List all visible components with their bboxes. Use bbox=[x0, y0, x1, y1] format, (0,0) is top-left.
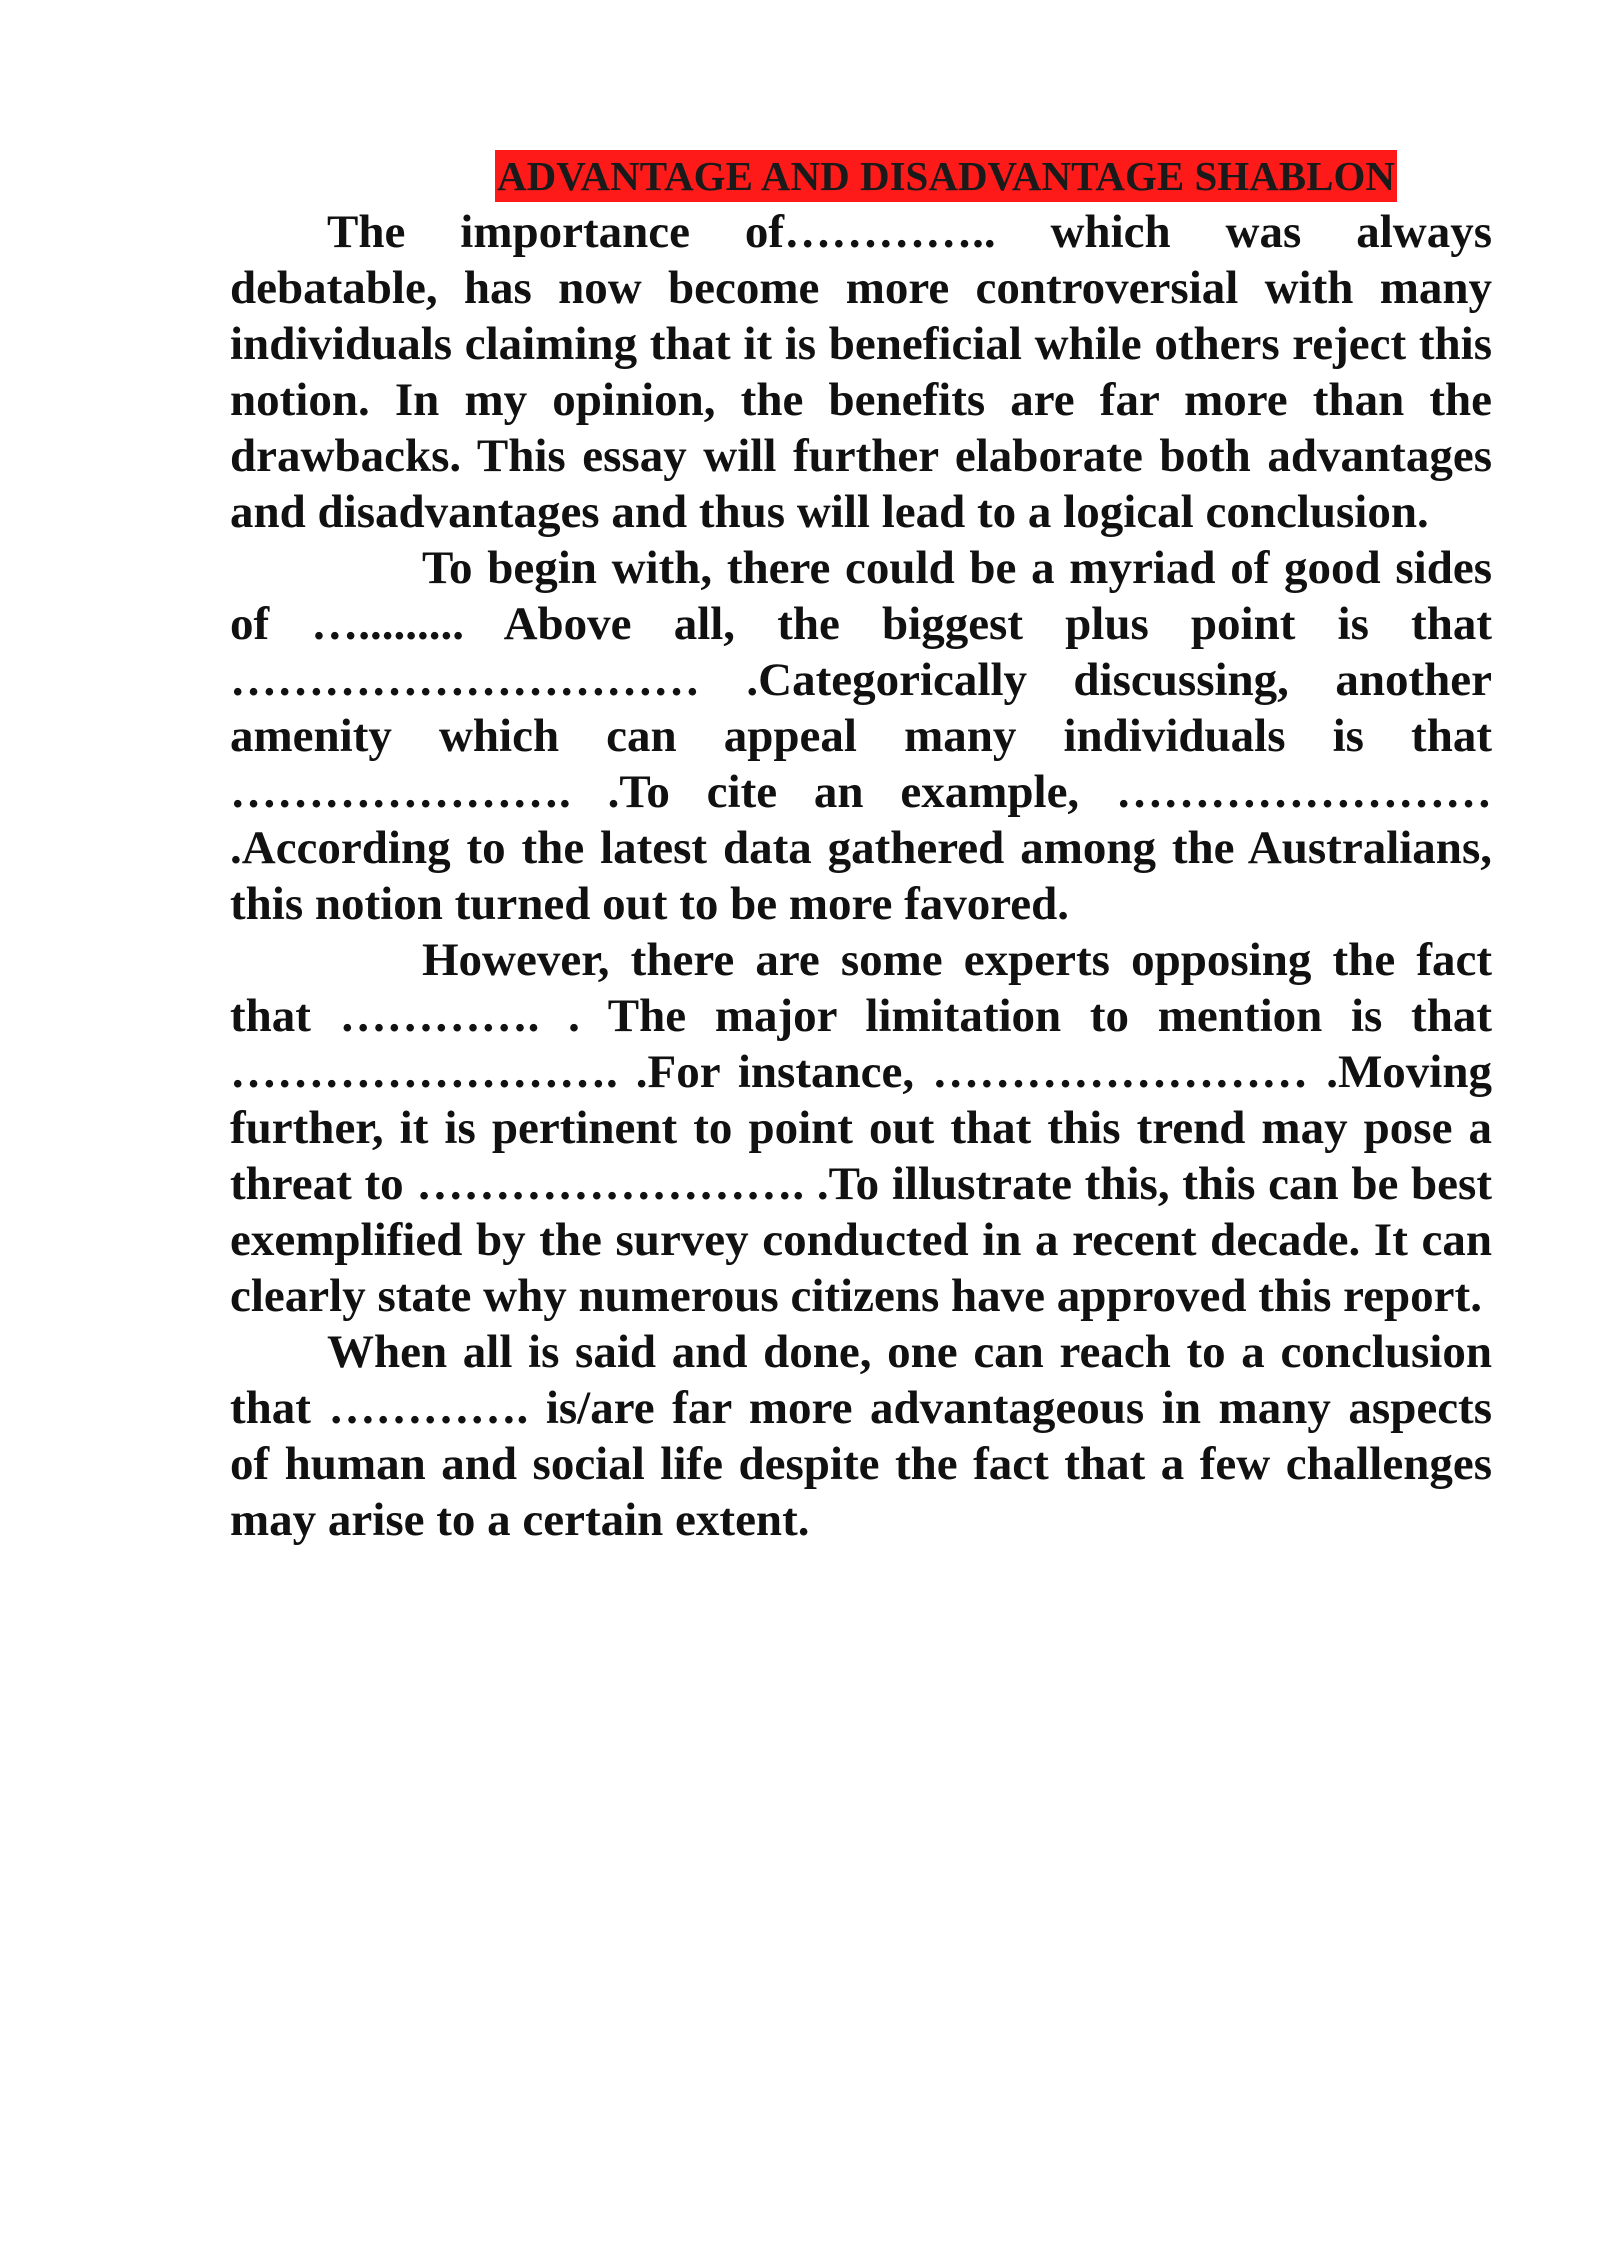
document-title: ADVANTAGE AND DISADVANTAGE SHABLON bbox=[495, 150, 1397, 202]
title-row bbox=[230, 150, 1492, 202]
document-page bbox=[230, 150, 1492, 1548]
paragraph-introduction: The importance of………….. which was always debatable, has now become more controversial with many individuals claiming that it is beneficial while others reject this notion. In my opinion, the benefits are far more than the drawbacks. This essay will further elaborate both advantages and disadvantages and thus will lead to a logical conclusion. bbox=[230, 206, 1492, 538]
paragraph-advantages: To begin with, there could be a myriad of good sides of …......... Above all, the biggest plus point is that ………………………… .Categorically discussing, another amenity which can appeal many individuals is that …………………. .To cite an example, …………………… .According to the latest data gathered among the Australians, this notion turned out to be more favored. bbox=[230, 542, 1492, 930]
paragraph-conclusion: When all is said and done, one can reach to a conclusion that …………. is/are far more advantageous in many aspects of human and social life despite the fact that a few challenges may arise to a certain extent. bbox=[230, 1326, 1492, 1546]
paragraph-disadvantages: However, there are some experts opposing the fact that …………. . The major limitation to mention is that ……………………. .For instance, …………………… .Moving further, it is pertinent to point out that this trend may pose a threat to ……………………. .To illustrate this, this can be best exemplified by the survey conducted in a recent decade. It can clearly state why numerous citizens have approved this report. bbox=[230, 934, 1492, 1322]
